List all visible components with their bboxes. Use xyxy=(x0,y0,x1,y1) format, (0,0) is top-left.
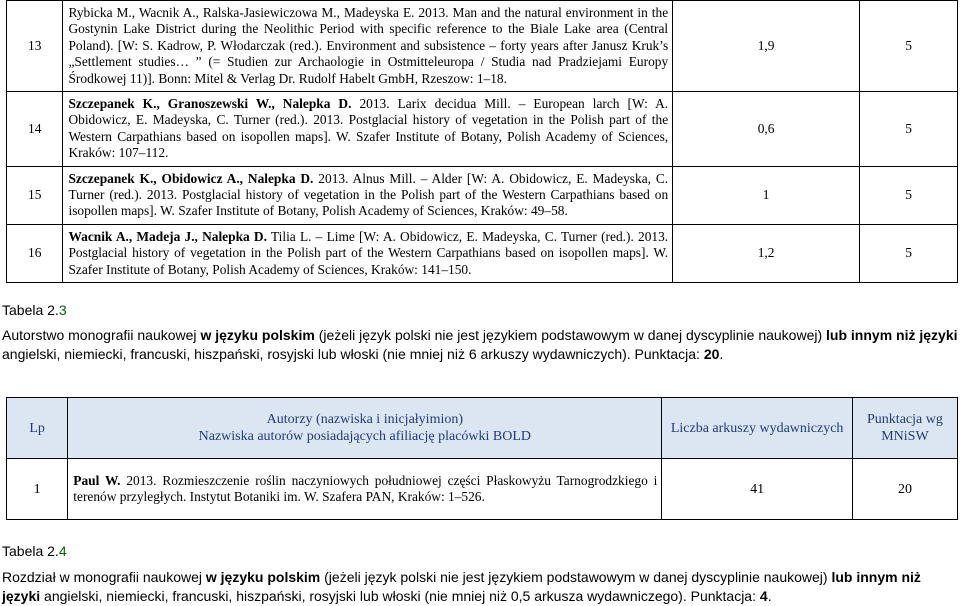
reference-text: 2013. Rozmieszczenie roślin naczyniowych południowej części Płaskowyżu Tarnogrodzkiego i terenów przyległych. Instytut Botaniki im. W. Szafera PAN, Kraków: 1–526. xyxy=(73,472,658,504)
reference-text: Man and the natural environment in the Gostynin Lake District during the Neolithic Period with specific reference to the Biale Lake area (Central Poland). [W: S. Kadrow, P. Włodarczak (red.). Environment and subsistence – forty years after Janusz Kruk’s „Settlement studies… ” (= Studien zur Archaologie in Ostmitteleuropa / Studia nad Pradziejami Europy Środkowej 11)]. Bonn: Mitel & Verlag Dr. Rudolf Habelt GmbH, Rzeszow: 1–18. xyxy=(68,5,669,86)
column-header-sheets: Liczba arkuszy wydawniczych xyxy=(662,398,852,459)
sheets-value: 41 xyxy=(662,459,852,520)
section-title-number: 4 xyxy=(58,543,67,559)
points-value: 5 xyxy=(860,92,958,167)
section-title-prefix: Tabela 2. xyxy=(2,302,59,318)
points-value: 5 xyxy=(860,224,958,282)
reference-entry xyxy=(63,92,673,167)
column-header-lp: Lp xyxy=(7,398,68,459)
table-row xyxy=(7,459,958,520)
reference-authors: Szczepanek K., Obidowicz A., Nalepka D. xyxy=(68,170,314,186)
reference-text: Tilia L. – Lime [W: A. Obidowicz, E. Madeyska, C. Turner (red.). 2013. Postglacial history of vegetation in the Polish part of the Western Carpathians based on isopollen maps]. W. Szafer Institute of Botany, Polish Academy of Sciences, Kraków: 141–150. xyxy=(68,228,669,277)
sheets-value: 0,6 xyxy=(673,92,860,167)
reference-entry xyxy=(68,459,662,520)
points-value: 20 xyxy=(852,459,957,520)
reference-entry xyxy=(63,1,673,92)
reference-authors: Wacnik A., Madeja J., Nalepka D. xyxy=(68,228,267,244)
column-header-points: Punktacja wg MNiSW xyxy=(852,398,957,459)
sheets-value: 1,9 xyxy=(673,1,860,92)
column-header-authors: Autorzy (nazwiska i inicjałyimion) Nazwiska autorów posiadających afiliację placówki BOLD xyxy=(68,398,662,459)
table-row xyxy=(7,224,958,282)
reference-entry xyxy=(63,166,673,224)
sheets-value: 1,2 xyxy=(673,224,860,282)
section-intro-2-4: Rozdział w monografii naukowej w języku polskim (jeżeli język polski nie jest językiem podstawowym w danej dyscyplinie naukowej) lub innym niż języki angielski, niemiecki, francuski, hiszpański, rosyjski lub włoski (nie mniej niż 0,5 arkusza wydawniczego). Punktacja: 4. xyxy=(2,569,921,604)
sheets-value: 1 xyxy=(673,166,860,224)
row-number: 1 xyxy=(7,459,68,520)
points-value: 5 xyxy=(860,166,958,224)
row-number: 15 xyxy=(7,166,63,224)
row-number: 16 xyxy=(7,224,63,282)
points-value: 5 xyxy=(860,1,958,92)
table-header-row xyxy=(7,398,958,459)
table-row xyxy=(7,1,958,92)
section-title-2-3 xyxy=(2,302,67,318)
reference-entry xyxy=(63,224,673,282)
table-row xyxy=(7,92,958,167)
reference-text: 2013. Alnus Mill. – Alder [W: A. Obidowicz, E. Madeyska, C. Turner (red.). 2013. Postglacial history of vegetation in the Polish part of the Western Carpathians based on isopollen maps]. W. Szafer Institute of Botany, Polish Academy of Sciences, Kraków: 49–58. xyxy=(68,170,669,219)
reference-authors: Paul W. xyxy=(73,472,121,488)
row-number: 14 xyxy=(7,92,63,167)
references-table-continued xyxy=(6,0,958,283)
reference-text: 2013. Larix decidua Mill. – European larch [W: A. Obidowicz, E. Madeyska, C. Turner (red.). 2013. Postglacial history of vegetation in the Polish part of the Western Carpathians based on isopollen maps]. W. Szafer Institute of Botany, Polish Academy of Sciences, Kraków: 107–112. xyxy=(68,96,669,161)
section-title-2-4 xyxy=(2,543,67,559)
row-number: 13 xyxy=(7,1,63,92)
section-intro-2-3: Autorstwo monografii naukowej w języku polskim (jeżeli język polski nie jest językiem podstawowym w danej dyscyplinie naukowej) lub innym niż języki angielski, niemiecki, francuski, hiszpański, rosyjski lub włoski (nie mniej niż 6 arkuszy wydawniczych). Punktacja: 20. xyxy=(2,327,958,362)
reference-authors: Rybicka M., Wacnik A., Ralska-Jasiewiczowa M., Madeyska E. 2013. xyxy=(68,5,449,20)
section-title-prefix: Tabela 2. xyxy=(2,543,59,559)
table-row xyxy=(7,166,958,224)
reference-authors: Szczepanek K., Granoszewski W., Nalepka D. xyxy=(68,96,352,112)
monographs-table xyxy=(6,397,958,520)
section-title-number: 3 xyxy=(58,302,67,318)
